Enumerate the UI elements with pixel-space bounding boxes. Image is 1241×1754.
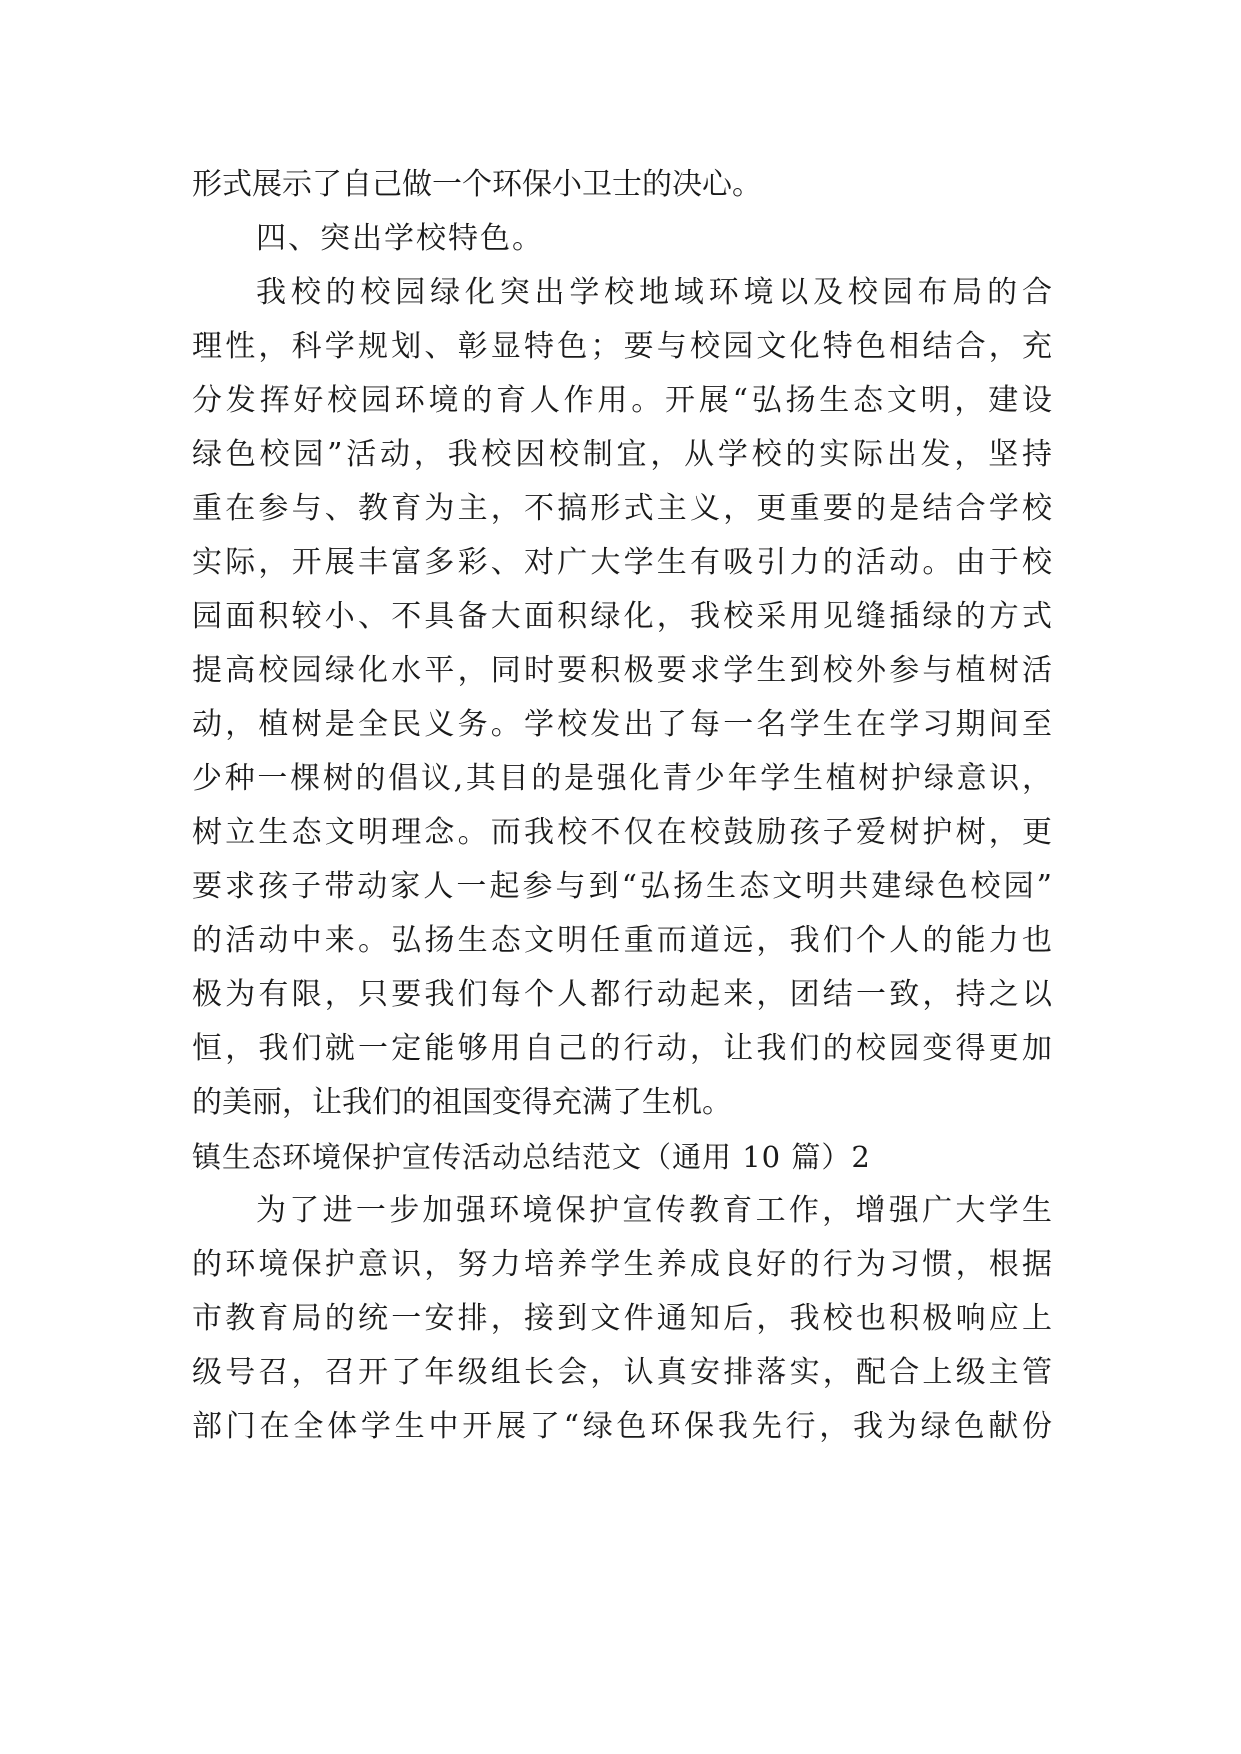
paragraph-line: 极为有限，只要我们每个人都行动起来，团结一致，持之以 [192, 977, 1052, 1012]
paragraph-line: 要求孩子带动家人一起参与到“弘扬生态文明共建绿色校园” [192, 869, 1052, 904]
paragraph-line: 树立生态文明理念。而我校不仅在校鼓励孩子爱树护树，更 [192, 815, 1052, 850]
paragraph-line: 少种一棵树的倡议,其目的是强化青少年学生植树护绿意识， [192, 761, 1052, 796]
section-heading: 四、突出学校特色。 [256, 221, 544, 256]
paragraph-line: 的活动中来。弘扬生态文明任重而道远，我们个人的能力也 [192, 923, 1052, 958]
paragraph-line: 市教育局的统一安排，接到文件通知后，我校也积极响应上 [192, 1301, 1052, 1336]
document-body [192, 158, 1052, 1454]
paragraph-line: 园面积较小、不具备大面积绿化，我校采用见缝插绿的方式 [192, 599, 1052, 634]
paragraph-line: 为了进一步加强环境保护宣传教育工作，增强广大学生 [256, 1193, 1052, 1228]
paragraph-line: 我校的校园绿化突出学校地域环境以及校园布局的合 [256, 275, 1052, 310]
paragraph-line: 级号召，召开了年级组长会，认真安排落实，配合上级主管 [192, 1355, 1052, 1390]
paragraph-line: 理性，科学规划、彰显特色；要与校园文化特色相结合，充 [192, 329, 1052, 364]
paragraph-line: 的美丽，让我们的祖国变得充满了生机。 [192, 1085, 732, 1120]
paragraph-line: 绿色校园”活动，我校因校制宜，从学校的实际出发，坚持 [192, 437, 1052, 472]
paragraph-line: 实际，开展丰富多彩、对广大学生有吸引力的活动。由于校 [192, 545, 1052, 580]
paragraph-line: 动，植树是全民义务。学校发出了每一名学生在学习期间至 [192, 707, 1052, 742]
paragraph-line: 恒，我们就一定能够用自己的行动，让我们的校园变得更加 [192, 1031, 1052, 1066]
paragraph-line: 分发挥好校园环境的育人作用。开展“弘扬生态文明，建设 [192, 383, 1052, 418]
paragraph-line: 的环境保护意识，努力培养学生养成良好的行为习惯，根据 [192, 1247, 1052, 1282]
paragraph-line: 形式展示了自己做一个环保小卫士的决心。 [192, 167, 762, 202]
paragraph-line: 部门在全体学生中开展了“绿色环保我先行，我为绿色献份 [192, 1409, 1052, 1444]
paragraph-line: 重在参与、教育为主，不搞形式主义，更重要的是结合学校 [192, 491, 1052, 526]
article-title: 镇生态环境保护宣传活动总结范文（通用 10 篇）2 [192, 1140, 871, 1174]
paragraph-line: 提高校园绿化水平，同时要积极要求学生到校外参与植树活 [192, 653, 1052, 688]
